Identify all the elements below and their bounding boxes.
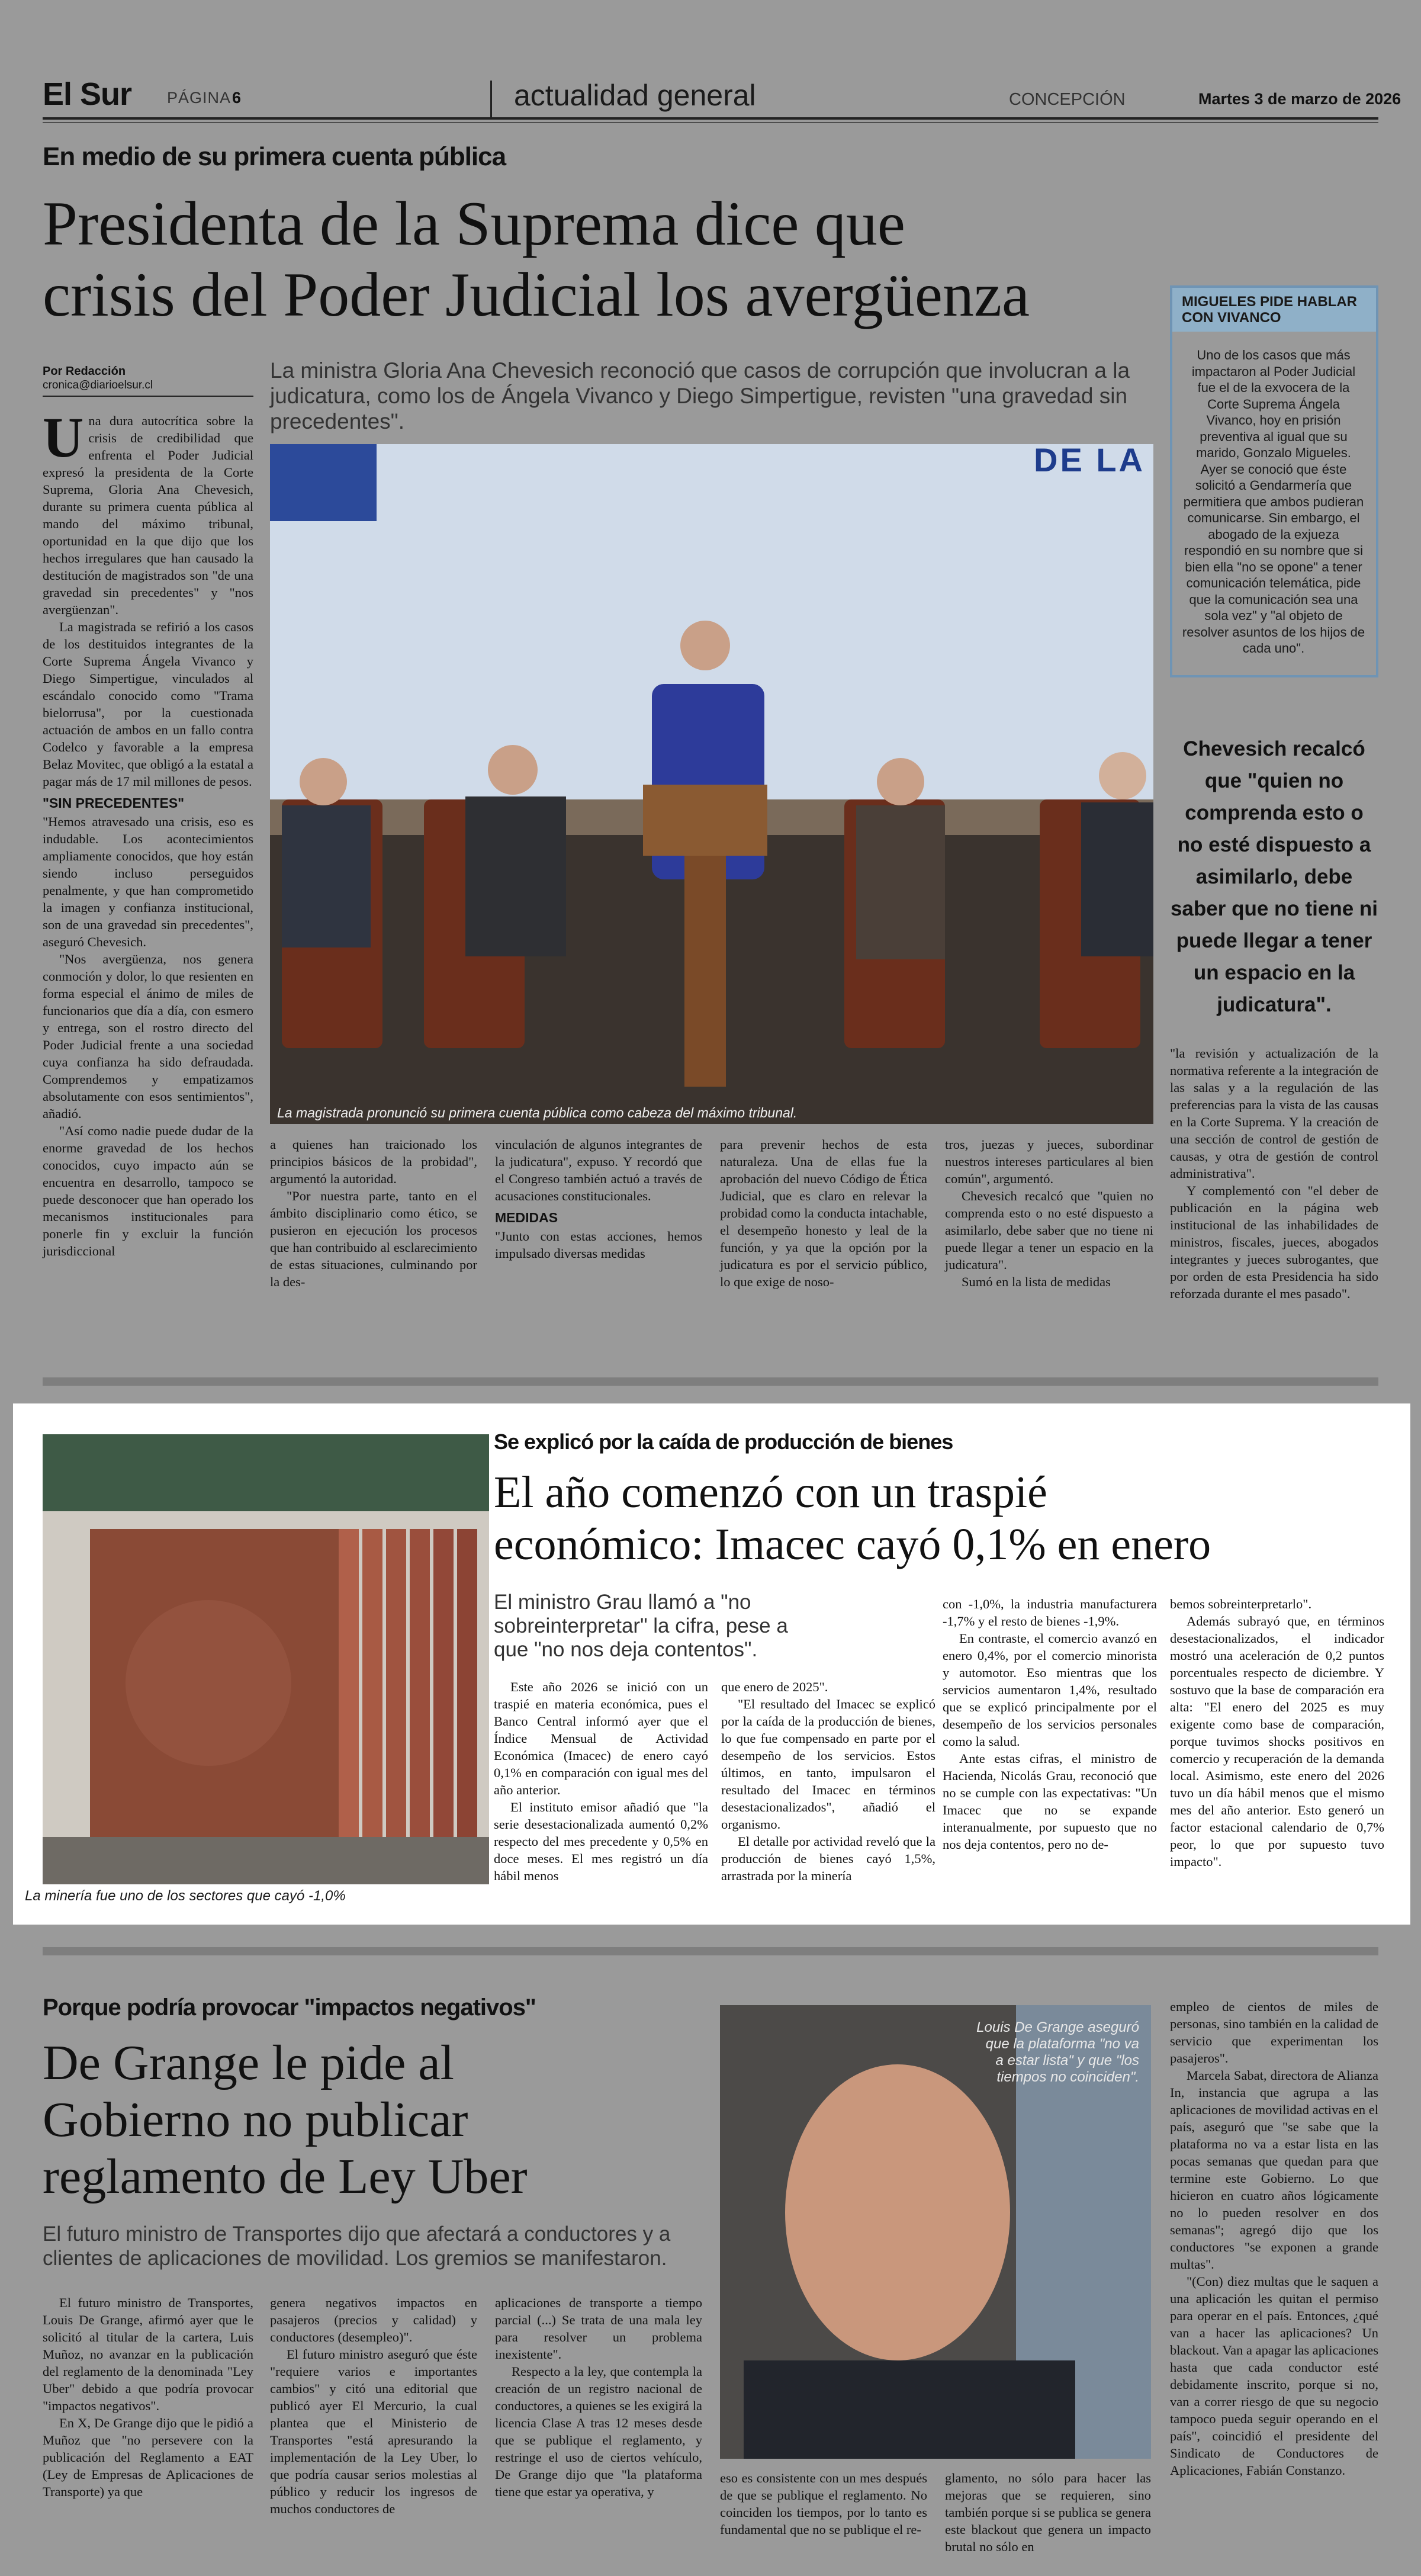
masthead-rule — [43, 117, 1378, 120]
paragraph: La magistrada se refirió a los casos de los destituidos integrantes de la Corte Suprema Ángela Vivanco y Diego Simpertigue, vinculados al escándalo conocido como "Trama bielorrusa", por la cuestionada actuación de ambos en un fallo contra Codelco y favorable a la empresa Belaz Movitec, que obligó a la estatal a pagar más de 17 mil millones de pesos. — [43, 619, 253, 789]
article2-photo-caption: La minería fue uno de los sectores que cayó -1,0% — [25, 1888, 346, 1904]
byline-email: cronica@diarioelsur.cl — [43, 379, 153, 391]
paragraph: "Hemos atravesado una crisis, eso es indudable. Los acontecimientos ampliamente conocidos, que hoy están siendo incluso perseguidos penalmente, y que han comprometido la imagen y confianza institucional, son de una gravedad sin precedentes", aseguró Chevesich. — [43, 814, 253, 949]
article3-headline-1: De Grange le pide al — [43, 2035, 455, 2090]
paragraph: Sumó en la lista de medidas — [962, 1274, 1111, 1289]
paragraph: Marcela Sabat, directora de Alianza In, instancia que agrupa a las aplicaciones de movilidad activas en el país, aseguró que "se sabe que la plataforma no va a estar lista en las pocas semanas que quedan para que termine este Gobierno. Lo que hicieron en cuatro años lógicamente no lo pueden resolver en dos semanas"; agregó dijo que los conductores "se exponen a grande multas". — [1170, 2068, 1378, 2272]
paragraph: genera negativos impactos en pasajeros (precios y calidad) y conductores (desempleo)". — [270, 2295, 477, 2344]
article1-headline-2: crisis del Poder Judicial los avergüenza — [43, 260, 1030, 329]
article2-lead: El ministro Grau llamó a "no sobreinterpretar" la cifra, pese a que "no nos deja contentos". — [494, 1591, 788, 1661]
photo-banner-text: DE LA — [1034, 444, 1145, 478]
paragraph: En contraste, el comercio avanzó en enero 0,4%, por el comercio minorista y automotor. Eso mientras que los servicios aumentaron 1,4%, resultado que se explicó principalmente por el desempeño de los servicios personales como la salud. — [943, 1631, 1157, 1749]
paragraph: empleo de cientos de miles de personas, sino también en la calidad de servicio que experimentan los pasajeros". — [1170, 1999, 1378, 2066]
article3-photo-caption: Louis De Grange aseguró que la plataforma "no va a estar lista" y que "los tiempos no coinciden". — [976, 2019, 1139, 2085]
article3-column-2 — [270, 2294, 477, 2517]
paragraph: na dura autocrítica sobre la crisis de credibilidad que enfrenta el Poder Judicial expresó la presidenta de la Corte Suprema, Gloria Ana Chevesich, durante su primera cuenta pública al mando del máximo tribunal, oportunidad en la que dijo que los hechos irregulares que han causado la destitución de magistrados son "de una gravedad sin precedentes" y "nos avergüenzan". — [43, 413, 253, 617]
paragraph: El futuro ministro aseguró que éste "requiere varios e importantes cambios" y citó una editorial que publicó ayer El Mercurio, la cual plantea que el Ministerio de Transportes "está apresurando la implementación de la Ley Uber, lo que podría causar serios molestias al público y reducir los ingresos de muchos conductores de — [270, 2347, 477, 2516]
section-title: actualidad general — [514, 79, 756, 112]
paragraph: que enero de 2025". — [721, 1679, 828, 1694]
paragraph: eso es consistente con un mes después de que se publique el reglamento. No coinciden los tiempos, por lo tanto es fundamental que no se publique el re- — [720, 2471, 927, 2537]
article2-column-2 — [721, 1678, 935, 1884]
page-label: PÁGINA — [167, 89, 232, 107]
article2-column-1 — [494, 1678, 708, 1884]
article3-column-4 — [720, 2469, 927, 2538]
article1-lead: La ministra Gloria Ana Chevesich reconoció que casos de corrupción que involucran a la judicatura, como los de Ángela Vivanco y Diego Simpertigue, revisten "una gravedad sin precedentes". — [270, 358, 1130, 433]
byline: Por Redacción — [43, 365, 126, 378]
article2-kicker: Se explicó por la caída de producción de bienes — [494, 1430, 953, 1454]
photo-caption: La magistrada pronunció su primera cuenta pública como cabeza del máximo tribunal. — [277, 1105, 798, 1120]
paragraph: Este año 2026 se inició con un traspié en materia económica, pues el Banco Central informó ayer que el Índice Mensual de Actividad Económica (Imacec) de enero cayó 0,1% en comparación con igual mes del año anterior. — [494, 1679, 708, 1797]
byline-rule — [43, 396, 253, 397]
paragraph: con -1,0%, la industria manufacturera -1,7% y el resto de bienes -1,9%. — [943, 1597, 1157, 1629]
paragraph: bemos sobreinterpretarlo". — [1170, 1597, 1312, 1611]
subhead: MEDIDAS — [495, 1210, 558, 1225]
paragraph: "Nos avergüenza, nos genera conmoción y dolor, lo que resienten en forma especial el ánimo de miles de funcionarios que día a día, con esmero y entrega, son el rostro directo del Poder Judicial frente a una sociedad cuya confianza ha sido defraudada. Comprendemos y empatizamos absolutamente con esos sentimientos", añadió. — [43, 952, 253, 1121]
paragraph: tros, juezas y jueces, subordinar nuestros intereses particulares al bien común", argumentó. — [945, 1137, 1153, 1186]
paragraph: El detalle por actividad reveló que la producción de bienes cayó 1,5%, arrastrada por la minería — [721, 1834, 935, 1883]
article1-column-6 — [1170, 1045, 1378, 1302]
copper-scene — [43, 1434, 489, 1884]
paragraph: "la revisión y actualización de la normativa referente a la integración de las salas y a la regulación de las preferencias para la vista de las causas en la Corte Suprema. Y la creación de una sección de control de gestión de causas, y otra de gestión de control administrativa". — [1170, 1046, 1378, 1181]
subhead: "SIN PRECEDENTES" — [43, 795, 185, 811]
article1-column-1 — [43, 406, 253, 1260]
de-grange-photo — [720, 2005, 1151, 2459]
paragraph: "(Con) diez multas que le saquen a una aplicación les quitan el permiso para operar en el país. Entonces, ¿qué van a hacer las aplicaciones? Un blackout. Van a apagar las aplicaciones hasta que cada conductor esté debidamente inscrito, porque si no, van a correr riesgo de que su negocio tampoco pueda seguir operando en el país", coincidió el presidente del Sindicato de Conductores de Aplicaciones, Fabián Constanzo. — [1170, 2274, 1378, 2478]
paragraph: En X, De Grange dijo que le pidió a Muñoz que "no persevere con la publicación del Reglamento a EAT (Ley de Empresas de Aplicaciones de Transporte) ya que — [43, 2416, 253, 2499]
article1-column-3 — [495, 1136, 702, 1262]
pullquote: Chevesich recalcó que "quien no comprenda esto o no esté dispuesto a asimilarlo, debe saber que no tiene ni puede llegar a tener un espacio en la judicatura". — [1170, 737, 1378, 1016]
article2-headline-2: económico: Imacec cayó 0,1% en enero — [494, 1520, 1211, 1569]
paragraph: Ante estas cifras, el ministro de Hacienda, Nicolás Grau, reconoció que no se cumple con las expectativas: "Un Imacec que no se expande interanualmente, por supuesto que no nos deja contentos, pero no de- — [943, 1751, 1157, 1852]
section-separator-2 — [43, 1947, 1378, 1955]
article3-lead: El futuro ministro de Transportes dijo que afectará a conductores y a clientes de aplicaciones de movilidad. Los gremios se manifestaron. — [43, 2222, 671, 2270]
paragraph: Respecto a la ley, que contempla la creación de un registro nacional de conductores, a quienes se les exigirá la licencia Clase A tras 12 meses desde que se publique el reglamento, y restringe el uso de ciertos vehículo, De Grange dijo que "la plataforma tiene que estar ya operativa, y — [495, 2364, 702, 2499]
paragraph: "Junto con estas acciones, hemos impulsado diversas medidas — [495, 1229, 702, 1261]
copper-photo — [43, 1434, 489, 1884]
section-separator-1 — [43, 1377, 1378, 1386]
article1-column-2 — [270, 1136, 477, 1290]
supreme-court-photo — [270, 444, 1153, 1124]
paragraph: aplicaciones de transporte a tiempo parcial (...) Se trata de una mala ley para resolver un problema inexistente". — [495, 2295, 702, 2362]
masthead-divider — [490, 81, 492, 117]
paragraph: "El resultado del Imacec se explicó por la caída de la producción de bienes, lo que fue compensado en parte por el desempeño de los servicios. Estos últimos, en tanto, impulsaron el resultado del Imacec en términos desestacionalizados", añadió el organismo. — [721, 1697, 935, 1832]
paragraph: "Por nuestra parte, tanto en el ámbito disciplinario como ético, se pusieron en ejecución los procesos que han contribuido al esclarecimiento de estas situaciones, culminando por la des- — [270, 1189, 477, 1289]
masthead-name: El Sur — [43, 76, 132, 112]
masthead-city: CONCEPCIÓN — [1009, 90, 1126, 109]
paragraph: para prevenir hechos de esta naturaleza. Una de ellas fue la aprobación del nuevo Código de Ética Judicial, que es claro en relevar la probidad como la conducta intachable, el desempeño honesto y leal de la función, y ya que la opción por la judicatura es por el servicio público, lo que exige de noso- — [720, 1137, 927, 1289]
article1-column-4 — [720, 1136, 927, 1290]
article3-column-3 — [495, 2294, 702, 2500]
paragraph: "Así como nadie puede dudar de la enorme gravedad de los hechos conocidos, cuyo impacto aún se encuentra en desarrollo, tampoco se puede desconocer que han operado los mecanismos institucionales para ponerle fin y excluir la función jurisdiccional — [43, 1123, 253, 1258]
sidebar-text: Uno de los casos que más impactaron al Poder Judicial fue el de la exvocera de la Corte Suprema Ángela Vivanco, hoy en prisión preventiva al igual que su marido, Gonzalo Migueles. Ayer se conoció que éste solicitó a Gendarmería que permitiera que ambos pudieran comunicarse. Sin embargo, el abogado de la exjueza respondió en su nombre que si bien ella "no se opone" a tener comunicación telemática, pide que la comunicación sea una sola vez" y "al objeto de resolver asuntos de los hijos de cada uno". — [1182, 348, 1365, 656]
dropcap: U — [43, 406, 84, 469]
paragraph: vinculación de algunos integrantes de la judicatura", expuso. Y recordó que el Congreso también actuó a través de acusaciones constitucionales. — [495, 1137, 702, 1203]
masthead-date: Martes 3 de marzo de 2026 — [1198, 90, 1401, 108]
article2-headline-1: El año comenzó con un traspié — [494, 1467, 1047, 1517]
article2-column-4 — [1170, 1595, 1384, 1870]
paragraph: El futuro ministro de Transportes, Louis De Grange, afirmó ayer que le solicitó al titular de la cartera, Luis Muñoz, no avanzar en la publicación del reglamento de la denominada "Ley Uber" debido a que podría provocar "impactos negativos". — [43, 2295, 253, 2413]
photo-scene — [270, 444, 1153, 1124]
paragraph: a quienes han traicionado los principios básicos de la probidad", argumentó la autoridad. — [270, 1137, 477, 1186]
paragraph: Además subrayó que, en términos desestacionalizados, el indicador mostró una aceleración de 0,2 puntos porcentuales respecto de diciembre. Y sostuvo que la base de comparación era alta: "El enero del 2025 es muy exigente como base de comparación, porque tuvimos shocks positivos en comercio y recuperación de la demanda local. Asimismo, este enero del 2026 tuvo un día hábil menos que el mismo mes del año anterior. Esto generó un factor estacional calendario de 0,7% peor, lo que por supuesto tuvo impacto". — [1170, 1614, 1384, 1869]
article3-kicker: Porque podría provocar "impactos negativos" — [43, 1994, 536, 2021]
article3-headline-2: Gobierno no publicar — [43, 2092, 468, 2147]
article2-box — [13, 1403, 1410, 1925]
sidebar-title: MIGUELES PIDE HABLAR CON VIVANCO — [1172, 288, 1376, 332]
paragraph: Chevesich recalcó que "quien no comprenda esto o no esté dispuesto a asimilarlo, debe saber que no tiene ni puede llegar a tener un espacio en la judicatura". — [945, 1189, 1153, 1272]
article1-column-5 — [945, 1136, 1153, 1290]
article1-kicker: En medio de su primera cuenta pública — [43, 142, 506, 171]
article2-column-3 — [943, 1595, 1157, 1853]
paragraph: glamento, no sólo para hacer las mejoras que se requieren, sino también porque si se publica se genera este blackout que genera un impacto brutal no sólo en — [945, 2471, 1151, 2554]
article3-column-5 — [945, 2469, 1151, 2555]
sidebar-box — [1170, 285, 1378, 677]
article1-headline-1: Presidenta de la Suprema dice que — [43, 189, 905, 258]
page-number: 6 — [232, 89, 242, 107]
paragraph: El instituto emisor añadió que "la serie desestacionalizada aumentó 0,2% respecto del mes precedente y 0,5% en doce meses. El mes registró un día hábil menos — [494, 1800, 708, 1883]
masthead-rule-thin — [43, 122, 1378, 123]
article3-column-6 — [1170, 1998, 1378, 2479]
article3-headline-3: reglamento de Ley Uber — [43, 2149, 528, 2204]
paragraph: Y complementó con "el deber de publicación en la página web institucional de las inhabilidades de ministros, fiscales, jueces, abogados integrantes y jueces subrogantes, que por orden de esta Presidencia ha sido reforzada durante el mes pasado". — [1170, 1183, 1378, 1301]
article3-column-1 — [43, 2294, 253, 2500]
